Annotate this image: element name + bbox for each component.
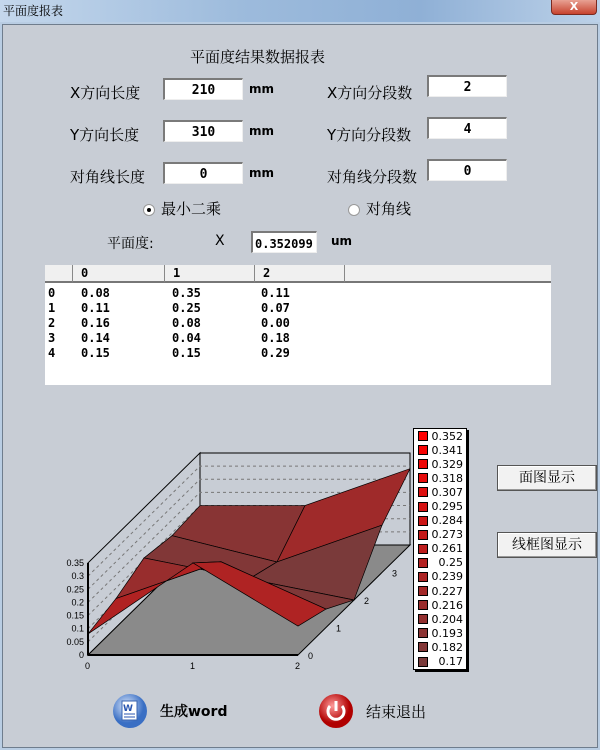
- x-tick-label: 1: [190, 661, 196, 671]
- y-tick-label: 3: [392, 568, 398, 579]
- window-title: 平面度报表: [3, 4, 64, 18]
- z-tick-label: 0.25: [66, 584, 84, 595]
- legend-swatch: [418, 459, 428, 469]
- legend-item: [414, 485, 466, 499]
- radio-label: 最小二乘: [161, 200, 222, 218]
- legend-item: [414, 556, 466, 570]
- z-tick-label: 0.1: [71, 623, 84, 634]
- legend-value: 0.227: [431, 584, 463, 598]
- chart-legend: [413, 428, 467, 670]
- table-cell: 0.04: [172, 331, 201, 345]
- segment-label: X方向分段数: [327, 84, 413, 102]
- legend-value: 0.329: [431, 457, 463, 471]
- x-tick-label: 2: [295, 661, 301, 671]
- legend-swatch: [418, 614, 428, 624]
- legend-item: [414, 570, 466, 584]
- legend-item: [414, 612, 466, 626]
- table-cell: 0.25: [172, 301, 201, 315]
- legend-swatch: [418, 572, 428, 582]
- table-cell: 0.00: [261, 316, 290, 330]
- legend-swatch: [418, 628, 428, 638]
- wireframe-view-button[interactable]: 线框图显示: [497, 532, 597, 558]
- segment-input[interactable]: 2: [427, 75, 507, 97]
- exit-button[interactable]: [318, 693, 426, 729]
- length-input[interactable]: 210: [163, 78, 243, 100]
- x-tick-label: 0: [85, 661, 91, 671]
- segment-label: Y方向分段数: [327, 126, 412, 144]
- z-tick-label: 0.15: [66, 610, 84, 621]
- table-cell: 0.11: [81, 301, 110, 315]
- legend-value: 0.17: [438, 655, 463, 669]
- table-cell: 0.18: [261, 331, 290, 345]
- table-cell: 0.15: [172, 346, 201, 360]
- legend-swatch: [418, 600, 428, 610]
- legend-value: 0.182: [431, 640, 463, 654]
- flatness-value[interactable]: 0.352099: [251, 231, 317, 253]
- legend-swatch: [418, 530, 428, 540]
- field-label: Y方向长度: [70, 126, 140, 144]
- legend-swatch: [418, 642, 428, 652]
- table-cell: 0.29: [261, 346, 290, 360]
- row-header: 0: [48, 286, 56, 300]
- legend-value: 0.273: [431, 528, 463, 542]
- table-cell: 0.14: [81, 331, 110, 345]
- y-tick-label: 1: [336, 623, 342, 634]
- legend-value: 0.318: [431, 471, 463, 485]
- row-header: 3: [48, 331, 56, 345]
- legend-value: 0.25: [438, 556, 463, 570]
- unit-label: mm: [249, 82, 275, 96]
- legend-item: [414, 429, 466, 443]
- report-heading: 平面度结果数据报表: [190, 48, 326, 66]
- legend-swatch: [418, 431, 428, 441]
- length-input[interactable]: 0: [163, 162, 243, 184]
- legend-value: 0.352: [431, 429, 463, 443]
- legend-swatch: [418, 558, 428, 568]
- y-tick-label: 2: [364, 596, 370, 606]
- legend-item: [414, 471, 466, 485]
- table-cell: 0.16: [81, 316, 110, 330]
- legend-value: 0.216: [431, 598, 463, 612]
- z-tick-label: 0.05: [66, 636, 84, 647]
- surface-view-button[interactable]: 面图显示: [497, 465, 597, 491]
- legend-value: 0.239: [431, 570, 463, 584]
- table-cell: 0.35: [172, 286, 201, 300]
- radio-label: 对角线: [366, 200, 412, 218]
- legend-item: [414, 499, 466, 513]
- table-cell: 0.08: [172, 316, 201, 330]
- row-header: 2: [48, 316, 56, 330]
- flatness-label: 平面度:: [107, 236, 154, 252]
- z-tick-label: 0.35: [66, 557, 84, 568]
- grid-header: 0: [73, 265, 165, 283]
- legend-value: 0.193: [431, 626, 463, 640]
- legend-item: [414, 598, 466, 612]
- legend-value: 0.284: [431, 514, 463, 528]
- legend-swatch: [418, 657, 428, 667]
- grid-header: 1: [165, 265, 255, 283]
- flatness-x: X: [215, 233, 225, 249]
- legend-item: [414, 514, 466, 528]
- legend-value: 0.295: [431, 500, 463, 514]
- power-icon: [318, 693, 354, 729]
- legend-swatch: [418, 473, 428, 483]
- table-cell: 0.07: [261, 301, 290, 315]
- legend-value: 0.307: [431, 485, 463, 499]
- flatness-unit: um: [331, 234, 353, 248]
- exit-label: 结束退出: [366, 702, 427, 721]
- legend-swatch: [418, 586, 428, 596]
- legend-item: [414, 443, 466, 457]
- legend-item: [414, 640, 466, 654]
- grid-header: 2: [255, 265, 345, 283]
- z-tick-label: 0.2: [71, 597, 84, 608]
- segment-input[interactable]: 4: [427, 117, 507, 139]
- legend-item: [414, 584, 466, 598]
- legend-swatch: [418, 487, 428, 497]
- table-cell: 0.15: [81, 346, 110, 360]
- legend-value: 0.261: [431, 542, 463, 556]
- unit-label: mm: [249, 166, 275, 180]
- legend-item: [414, 626, 466, 640]
- legend-swatch: [418, 445, 428, 455]
- legend-swatch: [418, 516, 428, 526]
- unit-label: mm: [249, 124, 275, 138]
- row-header: 4: [48, 346, 56, 360]
- table-cell: 0.08: [81, 286, 110, 300]
- field-label: X方向长度: [70, 84, 141, 102]
- close-button[interactable]: X: [551, 0, 597, 15]
- legend-item: [414, 542, 466, 556]
- legend-item: [414, 457, 466, 471]
- segment-input[interactable]: 0: [427, 159, 507, 181]
- legend-item: [414, 655, 466, 669]
- legend-value: 0.341: [431, 443, 463, 457]
- generate-word-button[interactable]: [112, 693, 227, 729]
- length-input[interactable]: 310: [163, 120, 243, 142]
- field-label: 对角线长度: [70, 168, 146, 186]
- legend-swatch: [418, 502, 428, 512]
- row-header: 1: [48, 301, 56, 315]
- generate-word-label: 生成word: [160, 704, 228, 720]
- y-tick-label: 0: [308, 651, 314, 661]
- svg-text:W: W: [123, 704, 133, 714]
- segment-label: 对角线分段数: [327, 168, 418, 186]
- legend-value: 0.204: [431, 612, 463, 626]
- z-tick-label: 0: [78, 650, 84, 660]
- legend-item: [414, 528, 466, 542]
- word-icon: [112, 693, 148, 729]
- table-cell: 0.11: [261, 286, 290, 300]
- z-tick-label: 0.3: [71, 571, 84, 582]
- legend-swatch: [418, 544, 428, 554]
